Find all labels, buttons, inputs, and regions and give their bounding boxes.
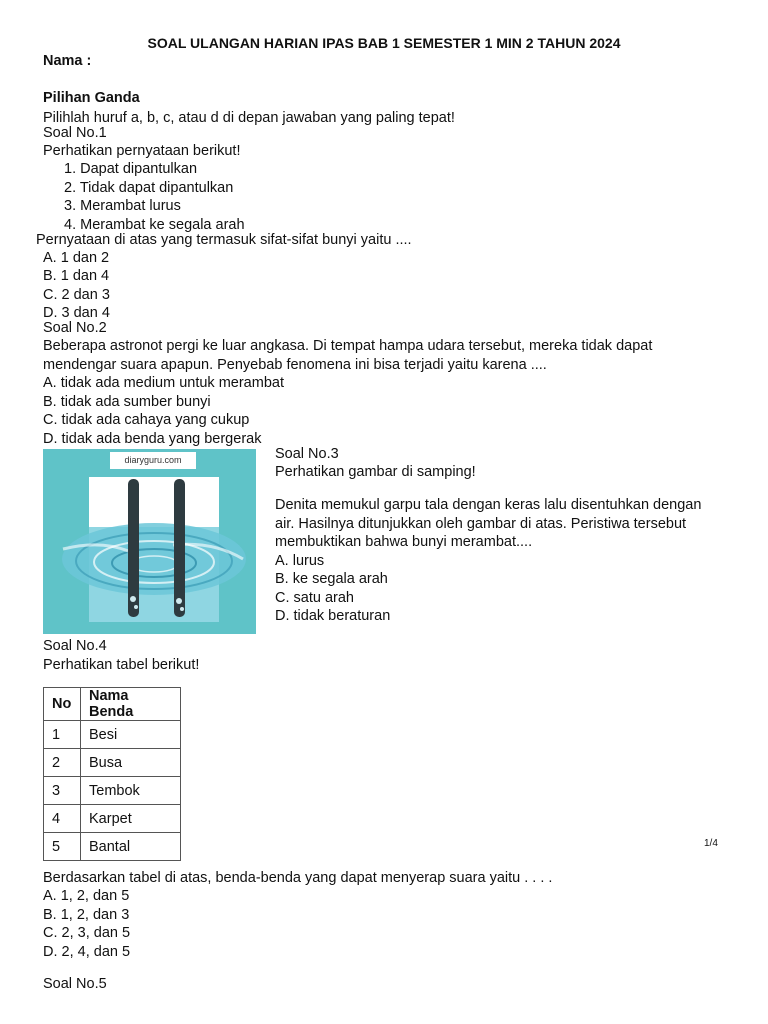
tuning-fork-illustration [43, 449, 256, 634]
table-cell-no: 3 [44, 777, 81, 805]
q3-prompt: Perhatikan gambar di samping! [275, 464, 476, 480]
q4-prompt: Perhatikan tabel berikut! [43, 657, 200, 673]
q2-text-line1: Beberapa astronot pergi ke luar angkasa. Di tempat hampa udara tersebut, mereka tidak dapat [43, 338, 653, 354]
document-title: SOAL ULANGAN HARIAN IPAS BAB 1 SEMESTER 1 MIN 2 TAHUN 2024 [147, 35, 621, 51]
q1-statement: 3. Merambat lurus [64, 198, 181, 214]
table-cell-name: Busa [81, 749, 181, 777]
q3-option-c: C. satu arah [275, 590, 354, 606]
tuning-fork-water-image [43, 449, 256, 634]
q4-label: Soal No.4 [43, 638, 107, 654]
table-cell-name: Tembok [81, 777, 181, 805]
q3-text-line2: air. Hasilnya ditunjukkan oleh gambar di atas. Peristiwa tersebut [275, 516, 687, 532]
table-cell-name: Besi [81, 721, 181, 749]
objects-table [43, 687, 181, 861]
table-row [44, 721, 181, 749]
instruction: Pilihlah huruf a, b, c, atau d di depan jawaban yang paling tepat! [43, 110, 455, 126]
q2-text-line2: mendengar suara apapun. Penyebab fenomena ini bisa terjadi yaitu karena .... [43, 357, 547, 373]
q4-option-c: C. 2, 3, dan 5 [43, 925, 131, 941]
q3-label: Soal No.3 [275, 446, 339, 462]
q1-option-d: D. 3 dan 4 [43, 305, 110, 321]
q1-label: Soal No.1 [43, 125, 107, 141]
q3-option-b: B. ke segala arah [275, 571, 388, 587]
q1-prompt: Perhatikan pernyataan berikut! [43, 143, 241, 159]
q2-option-d: D. tidak ada benda yang bergerak [43, 431, 262, 447]
q4-option-a: A. 1, 2, dan 5 [43, 888, 130, 904]
page-number: 1/4 [704, 838, 718, 849]
table-cell-no: 1 [44, 721, 81, 749]
table-header-name: Nama Benda [81, 688, 181, 721]
q3-text-line3: membuktikan bahwa bunyi merambat.... [275, 534, 533, 550]
q2-option-c: C. tidak ada cahaya yang cukup [43, 412, 250, 428]
table-row [44, 805, 181, 833]
q1-option-c: C. 2 dan 3 [43, 287, 110, 303]
q1-option-a: A. 1 dan 2 [43, 250, 110, 266]
q2-label: Soal No.2 [43, 320, 107, 336]
q1-statement: 4. Merambat ke segala arah [64, 217, 245, 233]
q1-question: Pernyataan di atas yang termasuk sifat-sifat bunyi yaitu .... [36, 232, 412, 248]
q4-option-d: D. 2, 4, dan 5 [43, 944, 131, 960]
q3-option-a: A. lurus [275, 553, 325, 569]
table-cell-no: 2 [44, 749, 81, 777]
table-cell-no: 4 [44, 805, 81, 833]
name-label: Nama : [43, 53, 92, 69]
table-row [44, 777, 181, 805]
q2-option-b: B. tidak ada sumber bunyi [43, 394, 211, 410]
q5-label: Soal No.5 [43, 976, 107, 992]
table-header-no: No [44, 688, 81, 721]
table-row [44, 749, 181, 777]
image-watermark: diaryguru.com [124, 455, 182, 465]
table-cell-name: Karpet [81, 805, 181, 833]
table-cell-no: 5 [44, 833, 81, 861]
q2-option-a: A. tidak ada medium untuk merambat [43, 375, 284, 391]
q3-text-line1: Denita memukul garpu tala dengan keras lalu disentuhkan dengan [275, 497, 702, 513]
q1-option-b: B. 1 dan 4 [43, 268, 110, 284]
q4-option-b: B. 1, 2, dan 3 [43, 907, 130, 923]
q1-statement: 1. Dapat dipantulkan [64, 161, 198, 177]
q4-question: Berdasarkan tabel di atas, benda-benda yang dapat menyerap suara yaitu . . . . [43, 870, 553, 886]
table-cell-name: Bantal [81, 833, 181, 861]
table-row [44, 833, 181, 861]
q1-statement: 2. Tidak dapat dipantulkan [64, 180, 234, 196]
q3-option-d: D. tidak beraturan [275, 608, 391, 624]
table-header-row [44, 688, 181, 721]
section-heading: Pilihan Ganda [43, 90, 140, 106]
